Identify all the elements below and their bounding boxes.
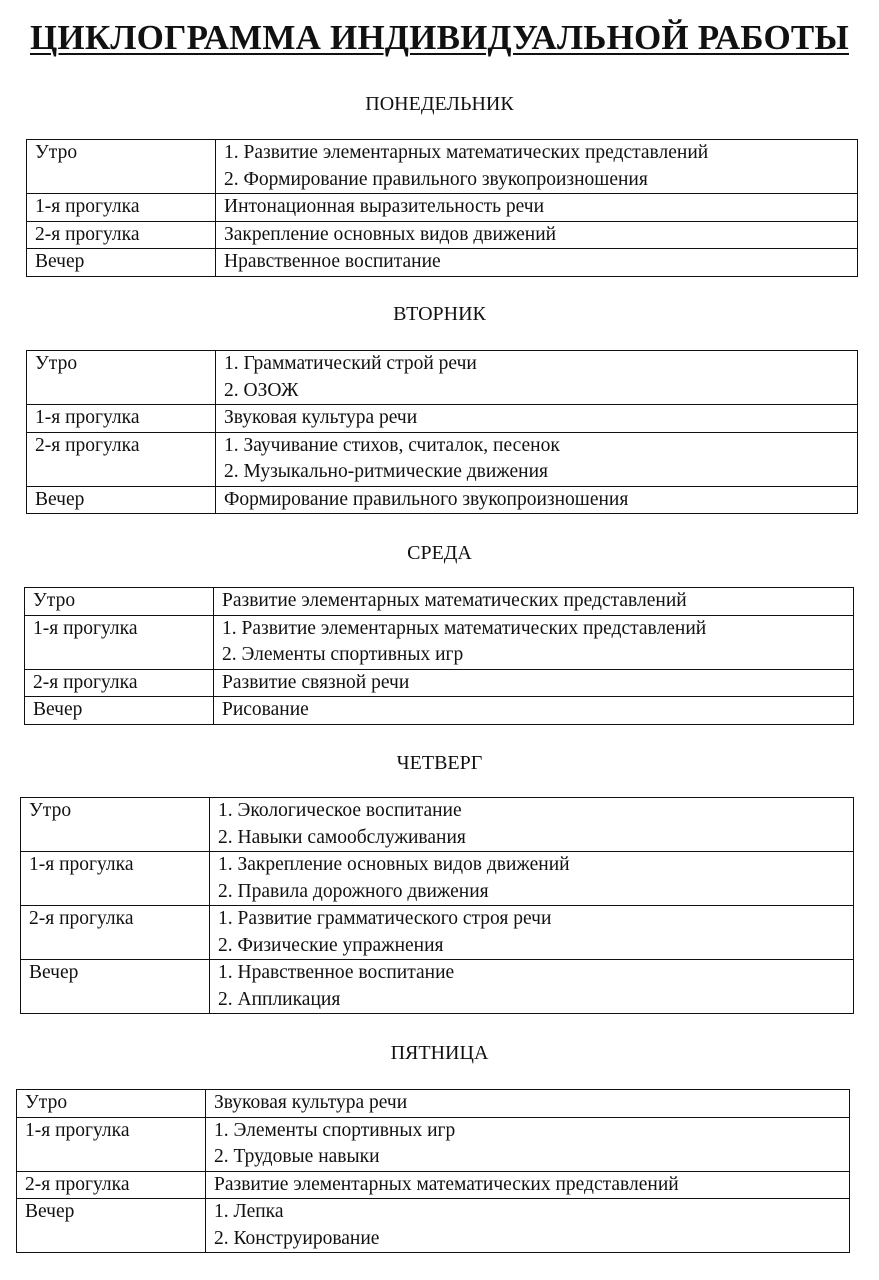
activity-item: Нравственное воспитание bbox=[224, 251, 441, 272]
activity-item: Формирование правильного звукопроизношения bbox=[224, 488, 629, 510]
activity-item: 1. Элементы спортивных игр bbox=[214, 1119, 456, 1141]
activity-item: 1. Закрепление основных видов движений bbox=[218, 854, 570, 875]
table-row bbox=[21, 798, 854, 852]
activity-cell bbox=[210, 960, 854, 1014]
table-row bbox=[17, 1199, 850, 1253]
day-heading-tuesday: ВТОРНИК bbox=[393, 303, 486, 325]
table-row bbox=[27, 221, 858, 249]
time-cell: 2-я прогулка bbox=[27, 221, 216, 249]
table-row bbox=[27, 140, 858, 194]
schedule-table-wednesday bbox=[24, 587, 854, 725]
activity-item: 2. Правила дорожного движения bbox=[218, 880, 489, 902]
table-row bbox=[27, 249, 858, 277]
activity-item: 2. Конструирование bbox=[214, 1227, 380, 1249]
time-cell: 1-я прогулка bbox=[27, 194, 216, 222]
activity-item: Интонационная выразительность речи bbox=[224, 196, 545, 217]
activity-item: 1. Развитие грамматического строя речи bbox=[218, 908, 552, 929]
day-heading-friday: ПЯТНИЦА bbox=[390, 1042, 489, 1064]
activity-item: 2. Элементы спортивных игр bbox=[222, 644, 464, 665]
activity-item: Закрепление основных видов движений bbox=[224, 223, 557, 245]
table-row bbox=[27, 432, 858, 486]
table-row bbox=[17, 1090, 850, 1118]
activity-cell bbox=[216, 249, 858, 277]
table-row bbox=[25, 588, 854, 616]
activity-cell bbox=[210, 798, 854, 852]
activity-cell bbox=[206, 1199, 850, 1253]
activity-cell bbox=[216, 140, 858, 194]
table-row bbox=[25, 697, 854, 725]
activity-item: Развитие элементарных математических представлений bbox=[222, 590, 687, 611]
time-cell: Утро bbox=[17, 1090, 206, 1118]
activity-item: 2. Физические упражнения bbox=[218, 934, 444, 956]
day-heading-thursday: ЧЕТВЕРГ bbox=[396, 752, 483, 774]
activity-item: 2. Аппликация bbox=[218, 988, 341, 1010]
table-row bbox=[21, 852, 854, 906]
activity-cell bbox=[216, 194, 858, 222]
table-row bbox=[21, 906, 854, 960]
time-cell: Вечер bbox=[27, 486, 216, 514]
activity-cell bbox=[214, 588, 854, 616]
activity-cell bbox=[216, 221, 858, 249]
activity-item: 1. Нравственное воспитание bbox=[218, 962, 455, 983]
time-cell: Утро bbox=[25, 588, 214, 616]
schedule-table-friday bbox=[16, 1089, 850, 1253]
time-cell: 2-я прогулка bbox=[21, 906, 210, 960]
time-cell: Утро bbox=[27, 351, 216, 405]
time-cell: 2-я прогулка bbox=[17, 1171, 206, 1199]
activity-item: 1. Грамматический строй речи bbox=[224, 353, 477, 374]
activity-cell bbox=[210, 906, 854, 960]
page-title: ЦИКЛОГРАММА ИНДИВИДУАЛЬНОЙ РАБОТЫ bbox=[29, 18, 850, 57]
table-row bbox=[17, 1171, 850, 1199]
activity-cell bbox=[216, 405, 858, 433]
activity-cell bbox=[214, 669, 854, 697]
schedule-table-monday bbox=[26, 139, 858, 277]
table-row bbox=[21, 960, 854, 1014]
table-row bbox=[25, 669, 854, 697]
table-row bbox=[27, 194, 858, 222]
activity-cell bbox=[206, 1117, 850, 1171]
activity-item: 2. Формирование правильного звукопроизношения bbox=[224, 168, 648, 190]
table-row bbox=[27, 486, 858, 514]
activity-item: 2. ОЗОЖ bbox=[224, 379, 299, 401]
time-cell: 2-я прогулка bbox=[27, 432, 216, 486]
activity-item: 1. Развитие элементарных математических представлений bbox=[222, 617, 707, 639]
activity-item: 2. Трудовые навыки bbox=[214, 1146, 380, 1167]
schedule-table-tuesday bbox=[26, 350, 858, 514]
time-cell: 1-я прогулка bbox=[17, 1117, 206, 1171]
activity-item: Звуковая культура речи bbox=[214, 1092, 408, 1113]
activity-cell bbox=[214, 697, 854, 725]
activity-item: 2. Музыкально-ритмические движения bbox=[224, 461, 549, 482]
time-cell: Утро bbox=[21, 798, 210, 852]
activity-cell bbox=[216, 432, 858, 486]
activity-item: Звуковая культура речи bbox=[224, 407, 418, 428]
time-cell: 1-я прогулка bbox=[27, 405, 216, 433]
time-cell: Вечер bbox=[25, 697, 214, 725]
activity-item: 1. Заучивание стихов, считалок, песенок bbox=[224, 434, 560, 456]
activity-item: Рисование bbox=[222, 699, 309, 720]
activity-item: 1. Развитие элементарных математических представлений bbox=[224, 142, 709, 163]
table-row bbox=[17, 1117, 850, 1171]
activity-item: 2. Навыки самообслуживания bbox=[218, 826, 466, 848]
activity-cell bbox=[216, 486, 858, 514]
activity-cell bbox=[214, 615, 854, 669]
table-row bbox=[27, 351, 858, 405]
time-cell: Вечер bbox=[17, 1199, 206, 1253]
activity-cell bbox=[210, 852, 854, 906]
activity-item: Развитие элементарных математических представлений bbox=[214, 1173, 679, 1195]
time-cell: 2-я прогулка bbox=[25, 669, 214, 697]
activity-item: Развитие связной речи bbox=[222, 671, 410, 693]
time-cell: Вечер bbox=[21, 960, 210, 1014]
day-heading-wednesday: СРЕДА bbox=[407, 542, 472, 564]
day-heading-monday: ПОНЕДЕЛЬНИК bbox=[365, 93, 514, 115]
time-cell: Вечер bbox=[27, 249, 216, 277]
table-row bbox=[25, 615, 854, 669]
time-cell: Утро bbox=[27, 140, 216, 194]
activity-cell bbox=[206, 1090, 850, 1118]
schedule-table-thursday bbox=[20, 797, 854, 1014]
table-row bbox=[27, 405, 858, 433]
time-cell: 1-я прогулка bbox=[21, 852, 210, 906]
time-cell: 1-я прогулка bbox=[25, 615, 214, 669]
activity-item: 1. Экологическое воспитание bbox=[218, 800, 462, 821]
activity-cell bbox=[216, 351, 858, 405]
activity-item: 1. Лепка bbox=[214, 1201, 284, 1222]
activity-cell bbox=[206, 1171, 850, 1199]
